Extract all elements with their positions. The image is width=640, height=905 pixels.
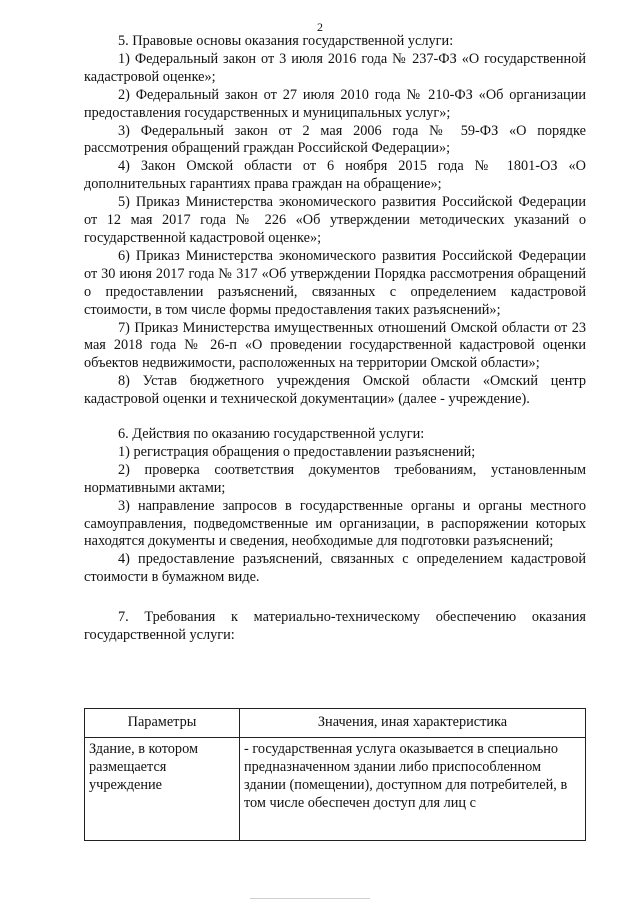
table-header-cell: Значения, иная характеристика <box>240 709 586 738</box>
section-6-item: 2) проверка соответствия документов требованиям, установленным нормативными актами; <box>84 461 586 496</box>
requirements-table <box>84 708 586 841</box>
section-6-title: 6. Действия по оказанию государственной услуги: <box>118 426 425 443</box>
section-5-item: 7) Приказ Министерства имущественных отношений Омской области от 23 мая 2018 года № 26-п «О проведении государственной кадастровой оценки объектов недвижимости, расположенных на территории Омской области»; <box>84 319 586 372</box>
section-5-title: 5. Правовые основы оказания государственной услуги: <box>118 33 454 49</box>
section-5-item: 1) Федеральный закон от 3 июля 2016 года № 237-ФЗ «О государственной кадастровой оценке»; <box>84 50 586 85</box>
document-body <box>84 33 586 645</box>
table-row <box>85 738 586 841</box>
scan-artifact-line <box>250 898 370 899</box>
section-5-item: 4) Закон Омской области от 6 ноября 2015 года № 1801-ОЗ «О дополнительных гарантиях права граждан на обращение»; <box>84 158 586 193</box>
section-5-item: 8) Устав бюджетного учреждения Омской области «Омский центр кадастровой оценки и технической документации» (далее - учреждение). <box>84 373 586 408</box>
section-6-item: 4) предоставление разъяснений, связанных с определением кадастровой стоимости в бумажном виде. <box>84 551 586 586</box>
spacer <box>84 587 586 609</box>
section-6-item: 3) направление запросов в государственные органы и органы местного самоуправления, подведомственные им организации, в распоряжении которых находятся документы и сведения, необходимые для подготовки разъяснений; <box>84 497 586 550</box>
table-header-cell: Параметры <box>85 709 240 738</box>
section-7-title: 7. Требования к материально-техническому обеспечению оказания государственной услуги: <box>84 609 586 644</box>
table-header-row <box>85 709 586 738</box>
section-5-item: 6) Приказ Министерства экономического развития Российской Федерации от 30 июня 2017 года № 317 «Об утверждении Порядка рассмотрения обращений о предоставлении разъяснений, связанных с определением кадастровой стоимости, в том числе формы предоставления таких разъяснений»; <box>84 247 586 318</box>
table-cell-value: - государственная услуга оказывается в специально предназначенном здании либо приспособленном здании (помещении), доступном для потребителей, в том числе обеспечен доступ для лиц с <box>240 738 586 841</box>
table-cell-param: Здание, в котором размещается учреждение <box>85 738 240 841</box>
page-number: 2 <box>317 20 323 34</box>
spacer <box>84 409 586 426</box>
section-5-item: 2) Федеральный закон от 27 июля 2010 года № 210-ФЗ «Об организации предоставления государственных и муниципальных услуг»; <box>84 86 586 121</box>
section-5-item: 3) Федеральный закон от 2 мая 2006 года № 59-ФЗ «О порядке рассмотрения обращений граждан Российской Федерации»; <box>84 122 586 157</box>
section-5-item: 5) Приказ Министерства экономического развития Российской Федерации от 12 мая 2017 года № 226 «Об утверждении методических указаний о государственной кадастровой оценке»; <box>84 194 586 246</box>
section-6-item: 1) регистрация обращения о предоставлении разъяснений; <box>118 443 476 460</box>
